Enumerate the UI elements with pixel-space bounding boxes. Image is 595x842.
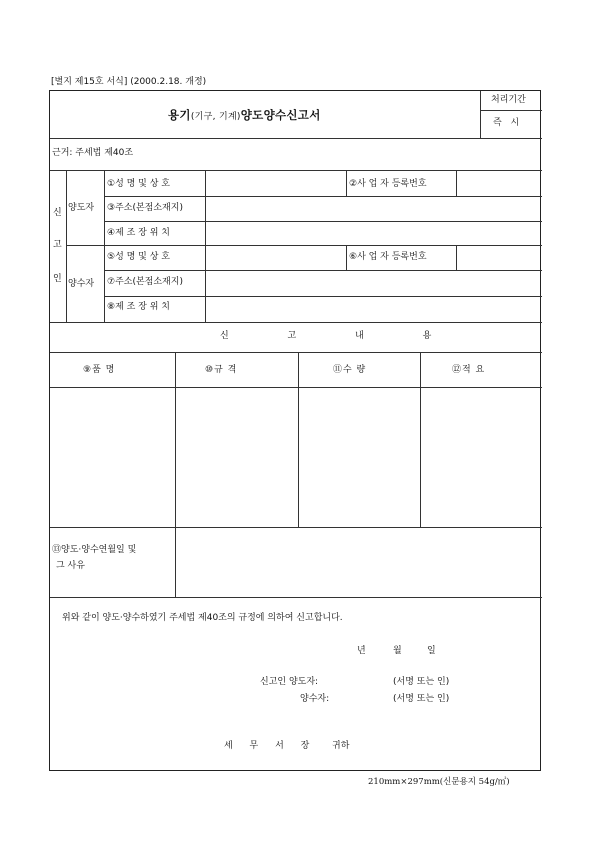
column-header-spec: ⑩규 격 [205,365,238,375]
transferor-factory-field[interactable] [207,223,540,243]
transferor-name-divider [346,170,347,196]
transferee-name-divider [346,245,347,270]
table-row [50,388,542,526]
legal-basis: 근거: 주세법 제40조 [52,148,134,158]
table-bottom-line [50,527,542,528]
transferor-reg-divider [456,170,457,196]
transferee-name-label: ⑤성 명 및 상 호 [107,252,170,262]
processing-period-value: 즉 시 [493,118,523,128]
reporter-label-char-1: 신 [53,208,62,218]
declaration-statement: 위와 같이 양도·양수하였기 주세법 제40조의 규정에 의하여 신고합니다. [62,613,343,623]
party-label-divider [104,170,105,322]
transferee-address-field[interactable] [207,272,540,294]
transfer-report-form [49,90,541,771]
transferee-address-label: ⑦주소(본점소재지) [107,277,183,287]
transferor-reg-field[interactable] [458,172,540,194]
column-header-remarks: ⑫적 요 [452,365,486,375]
title-bottom-line [50,138,542,139]
transferee-row2-line [104,296,542,297]
transferor-reg-label: ②사 업 자 등록번호 [349,179,427,189]
quantity-cell[interactable] [300,390,418,524]
transfer-date-reason-field[interactable] [177,529,540,595]
date-year-label: 년 [357,646,366,656]
reporter-side-divider [66,170,67,322]
transfer-date-label-line2: 그 사유 [56,561,85,571]
transferor-transferee-divider [66,245,542,246]
transferor-factory-label: ④제 조 장 위 치 [107,228,170,238]
transferee-reg-divider [456,245,457,270]
reporter-transferee-label: 양수자: [300,694,330,704]
transferor-row2-line [104,221,542,222]
transferee-label: 양수자 [68,279,95,289]
paper-spec-footer: 210mm×297mm(신문용지 54g/㎡) [368,777,510,787]
transferor-address-field[interactable] [207,198,540,220]
date-month-label: 월 [393,646,402,656]
transferee-signature-label[interactable]: (서명 또는 인) [393,694,450,704]
transferee-factory-label: ⑧제 조 장 위 치 [107,302,170,312]
reporter-label-char-2: 고 [53,240,62,250]
processing-period-label: 처리기간 [491,95,526,105]
transferor-name-label: ①성 명 및 상 호 [107,179,170,189]
transferee-factory-field[interactable] [207,298,540,320]
reporter-label-char-3: 인 [53,274,62,284]
period-divider [480,110,542,111]
basis-bottom-line [50,170,542,171]
transferor-label: 양도자 [68,203,95,213]
form-reference: [별지 제15호 서식] (2000.2.18. 개정) [51,77,207,87]
spec-cell[interactable] [177,390,296,524]
transferor-signature-label[interactable]: (서명 또는 인) [393,677,450,687]
item-name-cell[interactable] [52,390,172,524]
transfer-date-label-line1: ⑬양도·양수연월일 및 [52,545,137,555]
column-header-item-name: ⑨품 명 [83,365,116,375]
title-divider [480,91,481,138]
addressee-tax-office: 세 무 서 장 [224,741,317,751]
form-title: 용기(기구, 기계)양도양수신고서 [168,108,321,122]
addressee-honorific: 귀하 [332,741,350,751]
transferee-name-field[interactable] [207,247,345,268]
transferor-name-field[interactable] [207,172,345,194]
transferor-row1-line [104,196,542,197]
transferee-reg-label: ⑥사 업 자 등록번호 [349,252,427,262]
column-header-quantity: ⑪수 량 [333,365,367,375]
transferee-row1-line [104,270,542,271]
heading-bottom-line [50,352,542,353]
transfer-date-bottom-line [50,597,542,598]
field-label-divider [205,170,206,322]
remarks-cell[interactable] [422,390,540,524]
report-content-heading: 신 고 내 용 [220,331,460,341]
date-day-label: 일 [427,646,436,656]
reporter-bottom-line [50,322,542,323]
reporter-transferor-label: 신고인 양도자: [260,677,319,687]
transferor-address-label: ③주소(본점소재지) [107,203,183,213]
transferee-reg-field[interactable] [458,247,540,268]
